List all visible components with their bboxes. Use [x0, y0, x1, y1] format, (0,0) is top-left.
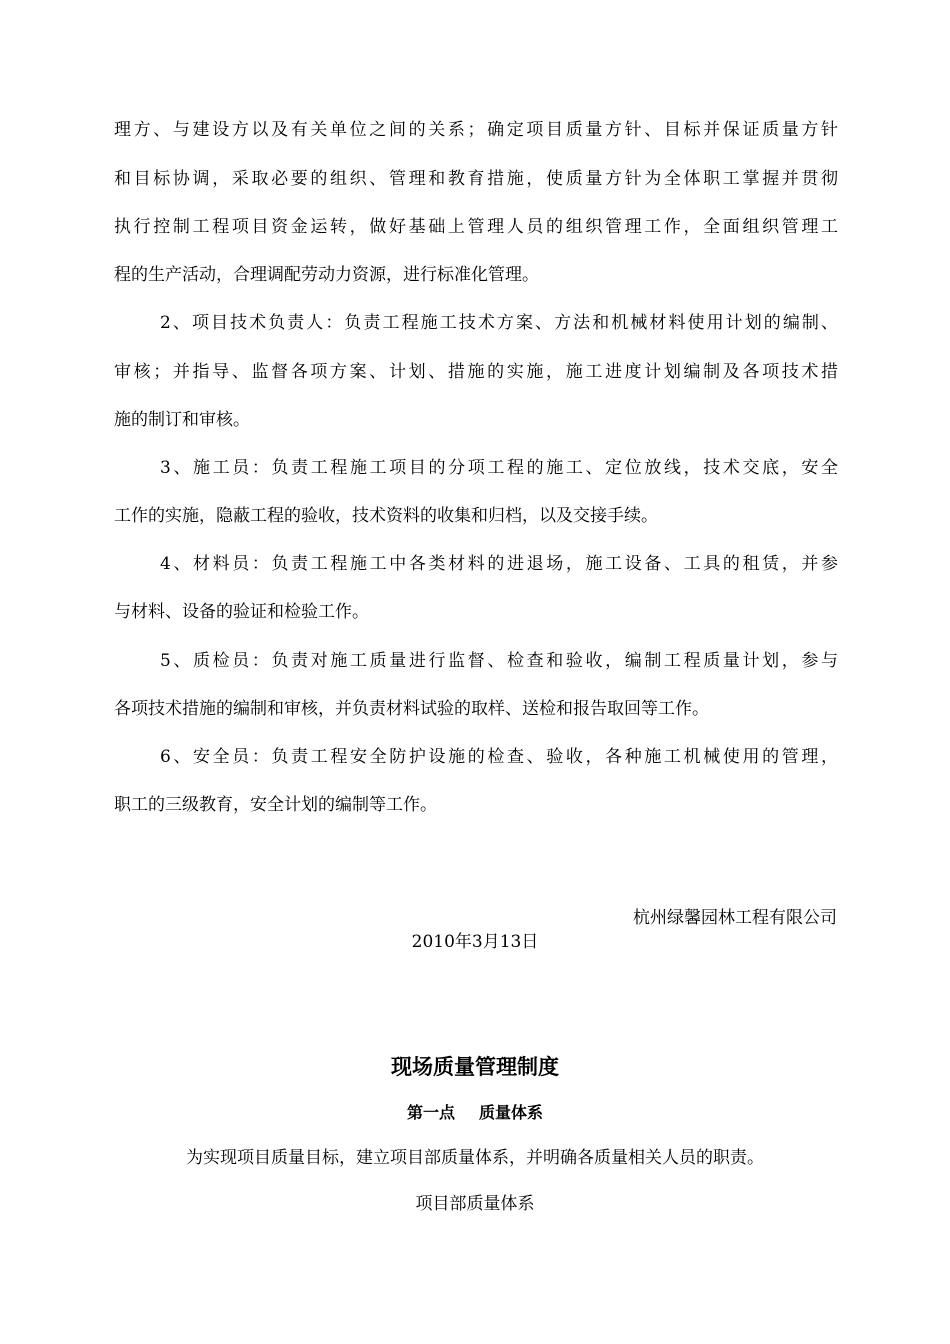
section-subtitle	[0, 1101, 950, 1125]
body-line: 工作的实施，隐蔽工程的验收，技术资料的收集和归档，以及交接手续。	[114, 506, 658, 526]
section-caption: 项目部质量体系	[415, 1194, 535, 1214]
signature-date: 2010年3月13日	[411, 932, 539, 952]
body-line: 2、项目技术负责人：负责工程施工技术方案、方法和机械材料使用计划的编制、	[160, 313, 838, 333]
subtitle-text: 质量体系	[479, 1103, 544, 1122]
body-line: 施的制订和审核。	[114, 410, 250, 430]
signature-company: 杭州绿馨园林工程有限公司	[633, 908, 837, 928]
body-line: 与材料、设备的验证和检验工作。	[114, 602, 369, 622]
body-line: 5、质检员：负责对施工质量进行监督、检查和验收，编制工程质量计划，参与	[160, 651, 838, 671]
body-line: 和目标协调，采取必要的组织、管理和教育措施，使质量方针为全体职工掌握并贯彻	[114, 169, 838, 189]
body-line: 6、安全员：负责工程安全防护设施的检查、验收，各种施工机械使用的管理，	[160, 747, 838, 767]
section-intro: 为实现项目质量目标，建立项目部质量体系，并明确各质量相关人员的职责。	[186, 1148, 764, 1168]
body-line: 各项技术措施的编制和审核，并负责材料试验的取样、送检和报告取回等工作。	[114, 699, 709, 719]
body-line: 4、材料员：负责工程施工中各类材料的进退场，施工设备、工具的租赁，并参	[160, 554, 838, 574]
body-line: 职工的三级教育，安全计划的编制等工作。	[114, 795, 437, 815]
body-line: 3、施工员：负责工程施工项目的分项工程的施工、定位放线，技术交底，安全	[160, 458, 838, 478]
subtitle-number: 第一点	[406, 1103, 455, 1122]
body-line: 程的生产活动，合理调配劳动力资源，进行标准化管理。	[114, 265, 539, 285]
section-title: 现场质量管理制度	[391, 1055, 559, 1079]
body-line: 审核；并指导、监督各项方案、计划、措施的实施，施工进度计划编制及各项技术措	[114, 362, 838, 382]
body-line: 执行控制工程项目资金运转，做好基础上管理人员的组织管理工作，全面组织管理工	[114, 217, 838, 237]
body-line: 理方、与建设方以及有关单位之间的关系；确定项目质量方针、目标并保证质量方针	[114, 120, 838, 140]
